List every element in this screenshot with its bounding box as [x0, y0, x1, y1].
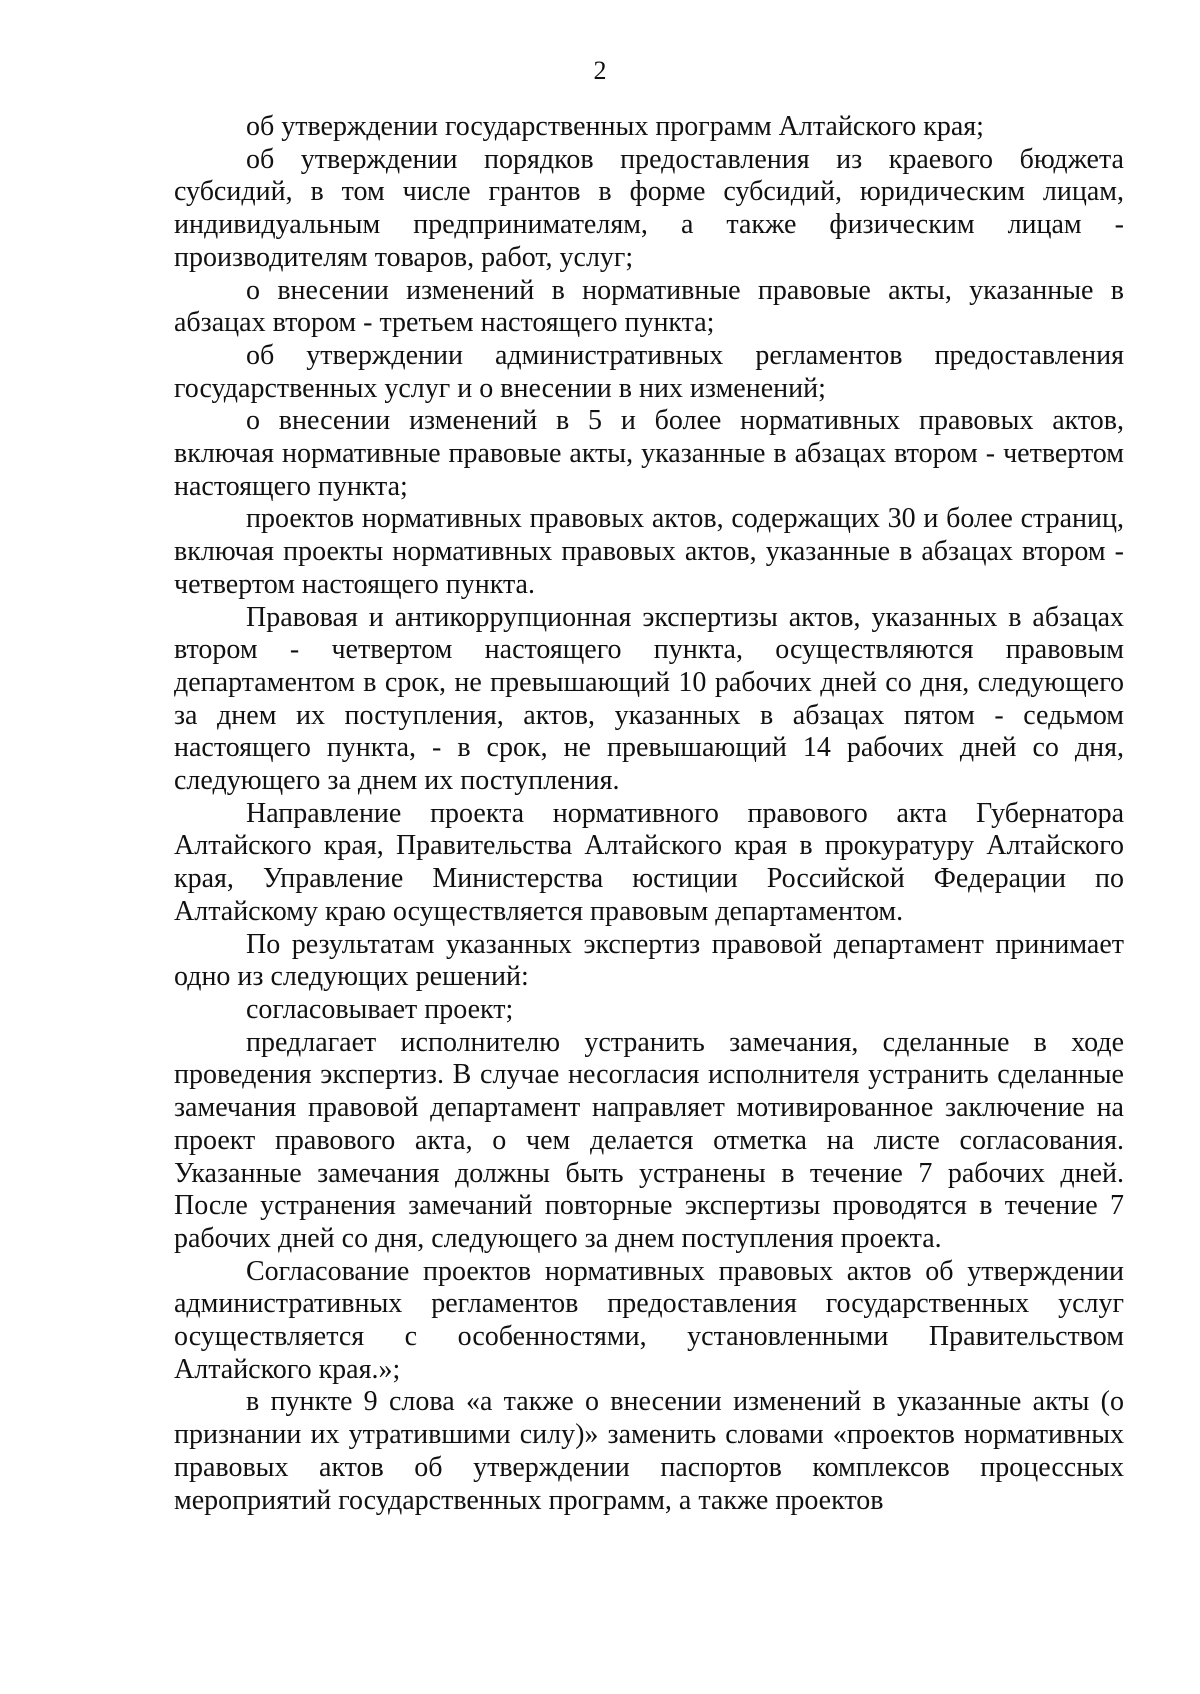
paragraph-7: Правовая и антикоррупционная экспертизы актов, указанных в абзацах втором - четвертом настоящего пункта, осуществляются правовым департаментом в срок, не превышающий 10 рабочих дней со дня, следующего за днем их поступления, актов, указанных в абзацах пятом - седьмом настоящего пункта, - в срок, не превышающий 14 рабочих дней со дня, следующего за днем их поступления. — [174, 601, 1124, 797]
paragraph-5: о внесении изменений в 5 и более нормативных правовых актов, включая нормативные правовые акты, указанные в абзацах втором - четвертом настоящего пункта; — [174, 405, 1124, 502]
paragraph-2: об утверждении порядков предоставления из краевого бюджета субсидий, в том числе грантов в форме субсидий, юридическим лицам, индивидуальным предпринимателям, а также физическим лицам - производителям товаров, работ, услуг; — [174, 143, 1124, 273]
paragraph-1: об утверждении государственных программ Алтайского края; — [246, 111, 984, 142]
paragraph-9: По результатам указанных экспертиз правовой департамент принимает одно из следующих решений: — [174, 928, 1124, 993]
paragraph-8: Направление проекта нормативного правового акта Губернатора Алтайского края, Правительства Алтайского края в прокуратуру Алтайского края, Управление Министерства юстиции Российской Федерации по Алтайскому краю осуществляется правовым департаментом. — [174, 797, 1124, 927]
paragraph-10: согласовывает проект; — [246, 993, 514, 1025]
paragraph-4: об утверждении административных регламентов предоставления государственных услуг и о внесении в них изменений; — [174, 339, 1124, 404]
paragraph-12: Согласование проектов нормативных правовых актов об утверждении административных регламентов предоставления государственных услуг осуществляется с особенностями, установленными Правительством Алтайского края.»; — [174, 1255, 1124, 1385]
paragraph-13: в пункте 9 слова «а также о внесении изменений в указанные акты (о признании их утратившими силу)» заменить словами «проектов нормативных правовых актов об утверждении паспортов комплексов процессных мероприятий государственных программ, а также проектов — [174, 1386, 1124, 1516]
page-number: 2 — [593, 56, 607, 85]
paragraph-11: предлагает исполнителю устранить замечания, сделанные в ходе проведения экспертиз. В случае несогласия исполнителя устранить сделанные замечания правовой департамент направляет мотивированное заключение на проект правового акта, о чем делается отметка на листе согласования. Указанные замечания должны быть устранены в течение 7 рабочих дней. После устранения замечаний повторные экспертизы проводятся в течение 7 рабочих дней со дня, следующего за днем поступления проекта. — [174, 1026, 1124, 1254]
paragraph-3: о внесении изменений в нормативные правовые акты, указанные в абзацах втором - третьем настоящего пункта; — [174, 274, 1124, 339]
document-body — [174, 111, 1124, 1517]
paragraph-6: проектов нормативных правовых актов, содержащих 30 и более страниц, включая проекты нормативных правовых актов, указанные в абзацах втором - четвертом настоящего пункта. — [174, 503, 1124, 600]
